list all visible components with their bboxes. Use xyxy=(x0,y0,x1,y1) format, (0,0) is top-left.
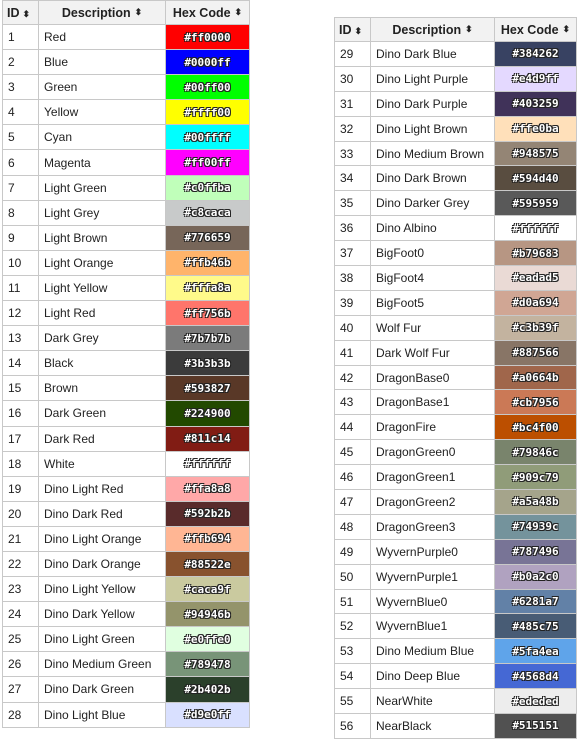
row-id: 36 xyxy=(335,216,371,241)
row-description: DragonFire xyxy=(371,415,495,440)
row-description: Dino Albino xyxy=(371,216,495,241)
row-description: Blue xyxy=(39,50,166,75)
table-row xyxy=(335,639,577,664)
row-description: Light Brown xyxy=(39,225,166,250)
row-description: WyvernBlue0 xyxy=(371,589,495,614)
table-row xyxy=(3,376,250,401)
row-description: Dino Dark Yellow xyxy=(39,602,166,627)
row-id: 16 xyxy=(3,401,39,426)
row-description: Light Red xyxy=(39,301,166,326)
row-id: 42 xyxy=(335,365,371,390)
row-id: 46 xyxy=(335,465,371,490)
row-description: WyvernBlue1 xyxy=(371,614,495,639)
row-hex-code: #948575 xyxy=(495,141,577,166)
row-hex-code: #595959 xyxy=(495,191,577,216)
row-id: 14 xyxy=(3,351,39,376)
row-hex-code: #787496 xyxy=(495,539,577,564)
row-hex-code: #cb7956 xyxy=(495,390,577,415)
row-id: 9 xyxy=(3,225,39,250)
table-row xyxy=(3,326,250,351)
row-id: 26 xyxy=(3,652,39,677)
row-hex-code: #887566 xyxy=(495,340,577,365)
row-id: 44 xyxy=(335,415,371,440)
table-row xyxy=(335,390,577,415)
table-row xyxy=(335,465,577,490)
table-row xyxy=(3,577,250,602)
row-description: Dark Grey xyxy=(39,326,166,351)
row-id: 24 xyxy=(3,602,39,627)
row-hex-code: #ffb694 xyxy=(166,526,250,551)
table-row xyxy=(3,551,250,576)
row-hex-code: #c3b39f xyxy=(495,315,577,340)
row-hex-code: #a0664b xyxy=(495,365,577,390)
table-row xyxy=(3,75,250,100)
row-description: Dino Deep Blue xyxy=(371,664,495,689)
table-row xyxy=(3,652,250,677)
table-header-row xyxy=(335,18,577,42)
row-hex-code: #00ff00 xyxy=(166,75,250,100)
table-row xyxy=(335,490,577,515)
table-row xyxy=(335,166,577,191)
row-hex-code: #593827 xyxy=(166,376,250,401)
table-row xyxy=(3,100,250,125)
row-description: Dino Dark Red xyxy=(39,501,166,526)
table-row xyxy=(3,526,250,551)
row-description: Black xyxy=(39,351,166,376)
row-id: 40 xyxy=(335,315,371,340)
row-id: 19 xyxy=(3,476,39,501)
table-row xyxy=(335,415,577,440)
row-description: DragonBase0 xyxy=(371,365,495,390)
id-header-label: ID xyxy=(339,22,352,37)
table-row xyxy=(3,351,250,376)
row-id: 56 xyxy=(335,714,371,739)
row-hex-code: #bc4f00 xyxy=(495,415,577,440)
row-id: 55 xyxy=(335,689,371,714)
row-id: 18 xyxy=(3,451,39,476)
sort-icon: ⬍ xyxy=(234,7,243,17)
row-id: 20 xyxy=(3,501,39,526)
row-id: 15 xyxy=(3,376,39,401)
row-hex-code: #384262 xyxy=(495,42,577,67)
table-row xyxy=(335,266,577,291)
row-description: Dino Light Orange xyxy=(39,526,166,551)
row-description: BigFoot0 xyxy=(371,241,495,266)
row-hex-code: #ffffff xyxy=(166,451,250,476)
row-hex-code: #5fa4ea xyxy=(495,639,577,664)
row-id: 37 xyxy=(335,241,371,266)
row-description: Light Grey xyxy=(39,200,166,225)
row-hex-code: #811c14 xyxy=(166,426,250,451)
table-row xyxy=(335,141,577,166)
row-hex-code: #ffe0ba xyxy=(495,116,577,141)
row-hex-code: #7b7b7b xyxy=(166,326,250,351)
table-row xyxy=(335,440,577,465)
row-id: 52 xyxy=(335,614,371,639)
row-hex-code: #ffb46b xyxy=(166,250,250,275)
row-description: Light Green xyxy=(39,175,166,200)
row-hex-code: #ffa8a8 xyxy=(166,476,250,501)
id-header-label: ID xyxy=(7,5,20,20)
row-id: 32 xyxy=(335,116,371,141)
table-row xyxy=(335,514,577,539)
row-description: DragonGreen1 xyxy=(371,465,495,490)
table-row xyxy=(3,401,250,426)
row-hex-code: #909c79 xyxy=(495,465,577,490)
row-id: 54 xyxy=(335,664,371,689)
row-description: Dino Dark Green xyxy=(39,677,166,702)
id-column-header[interactable] xyxy=(3,1,39,25)
row-id: 7 xyxy=(3,175,39,200)
row-id: 41 xyxy=(335,340,371,365)
row-id: 2 xyxy=(3,50,39,75)
table-row xyxy=(335,589,577,614)
row-hex-code: #515151 xyxy=(495,714,577,739)
row-id: 1 xyxy=(3,25,39,50)
row-hex-code: #ff00ff xyxy=(166,150,250,175)
row-id: 29 xyxy=(335,42,371,67)
row-hex-code: #594d40 xyxy=(495,166,577,191)
table-row xyxy=(335,664,577,689)
row-hex-code: #ffff00 xyxy=(166,100,250,125)
row-id: 48 xyxy=(335,514,371,539)
row-description: NearWhite xyxy=(371,689,495,714)
row-id: 30 xyxy=(335,66,371,91)
row-description: NearBlack xyxy=(371,714,495,739)
row-hex-code: #b79683 xyxy=(495,241,577,266)
description-column-header[interactable] xyxy=(39,1,166,25)
table-row xyxy=(335,564,577,589)
table-row xyxy=(3,150,250,175)
row-id: 5 xyxy=(3,125,39,150)
row-hex-code: #ffffff xyxy=(495,216,577,241)
sort-icon: ⬍ xyxy=(562,24,571,34)
row-id: 23 xyxy=(3,577,39,602)
description-header-label: Description xyxy=(61,5,131,20)
row-hex-code: #ff0000 xyxy=(166,25,250,50)
row-hex-code: #c8caca xyxy=(166,200,250,225)
row-id: 49 xyxy=(335,539,371,564)
id-column-header[interactable] xyxy=(335,18,371,42)
row-id: 28 xyxy=(3,702,39,727)
row-hex-code: #fffa8a xyxy=(166,275,250,300)
row-id: 43 xyxy=(335,390,371,415)
table-row xyxy=(335,315,577,340)
table-row xyxy=(3,702,250,727)
row-hex-code: #592b2b xyxy=(166,501,250,526)
table-row xyxy=(335,216,577,241)
table-row xyxy=(3,301,250,326)
table-row xyxy=(3,476,250,501)
table-row xyxy=(3,225,250,250)
row-id: 51 xyxy=(335,589,371,614)
table-row xyxy=(3,501,250,526)
hex-header-label: Hex Code xyxy=(172,5,231,20)
row-id: 25 xyxy=(3,627,39,652)
row-description: Dark Green xyxy=(39,401,166,426)
row-hex-code: #e0ffe0 xyxy=(166,627,250,652)
table-row xyxy=(3,602,250,627)
table-row xyxy=(335,290,577,315)
description-header-label: Description xyxy=(392,22,462,37)
row-id: 8 xyxy=(3,200,39,225)
row-description: Dino Light Green xyxy=(39,627,166,652)
row-description: Dino Medium Green xyxy=(39,652,166,677)
row-hex-code: #789478 xyxy=(166,652,250,677)
row-id: 27 xyxy=(3,677,39,702)
table-row xyxy=(335,116,577,141)
row-description: DragonGreen2 xyxy=(371,490,495,515)
row-description: Dino Light Purple xyxy=(371,66,495,91)
row-description: Light Orange xyxy=(39,250,166,275)
row-id: 21 xyxy=(3,526,39,551)
row-hex-code: #88522e xyxy=(166,551,250,576)
row-hex-code: #eadad5 xyxy=(495,266,577,291)
row-hex-code: #403259 xyxy=(495,91,577,116)
table-row xyxy=(335,241,577,266)
table-row xyxy=(3,175,250,200)
row-hex-code: #0000ff xyxy=(166,50,250,75)
row-description: Dino Dark Blue xyxy=(371,42,495,67)
table-row xyxy=(335,714,577,739)
table-row xyxy=(3,25,250,50)
row-hex-code: #3b3b3b xyxy=(166,351,250,376)
table-row xyxy=(335,42,577,67)
row-description: Wolf Fur xyxy=(371,315,495,340)
row-id: 13 xyxy=(3,326,39,351)
table-row xyxy=(335,340,577,365)
row-hex-code: #2b402b xyxy=(166,677,250,702)
row-id: 47 xyxy=(335,490,371,515)
row-hex-code: #caca9f xyxy=(166,577,250,602)
sort-icon: ⬍ xyxy=(22,8,31,19)
row-hex-code: #e4d9ff xyxy=(495,66,577,91)
table-row xyxy=(3,451,250,476)
table-row xyxy=(3,627,250,652)
table-header-row xyxy=(3,1,250,25)
row-hex-code: #ff756b xyxy=(166,301,250,326)
row-description: Dino Medium Blue xyxy=(371,639,495,664)
hex-column-header[interactable] xyxy=(495,18,577,42)
row-id: 33 xyxy=(335,141,371,166)
row-description: Dino Dark Purple xyxy=(371,91,495,116)
table-row xyxy=(335,614,577,639)
table-row xyxy=(3,250,250,275)
row-description: Red xyxy=(39,25,166,50)
row-hex-code: #79846c xyxy=(495,440,577,465)
row-description: BigFoot5 xyxy=(371,290,495,315)
row-description: DragonGreen3 xyxy=(371,514,495,539)
table-row xyxy=(3,275,250,300)
row-hex-code: #776659 xyxy=(166,225,250,250)
row-id: 31 xyxy=(335,91,371,116)
row-description: Dino Light Brown xyxy=(371,116,495,141)
row-id: 34 xyxy=(335,166,371,191)
row-hex-code: #c0ffba xyxy=(166,175,250,200)
table-row xyxy=(3,50,250,75)
table-row xyxy=(335,689,577,714)
row-id: 22 xyxy=(3,551,39,576)
row-hex-code: #d9e0ff xyxy=(166,702,250,727)
row-id: 12 xyxy=(3,301,39,326)
row-id: 53 xyxy=(335,639,371,664)
row-hex-code: #a5a48b xyxy=(495,490,577,515)
row-description: Brown xyxy=(39,376,166,401)
row-description: WyvernPurple1 xyxy=(371,564,495,589)
row-hex-code: #485c75 xyxy=(495,614,577,639)
row-description: DragonBase1 xyxy=(371,390,495,415)
row-description: WyvernPurple0 xyxy=(371,539,495,564)
hex-column-header[interactable] xyxy=(166,1,250,25)
color-table-left xyxy=(2,0,250,728)
row-description: BigFoot4 xyxy=(371,266,495,291)
row-id: 17 xyxy=(3,426,39,451)
row-hex-code: #224900 xyxy=(166,401,250,426)
row-description: Dark Red xyxy=(39,426,166,451)
row-description: Dino Darker Grey xyxy=(371,191,495,216)
row-description: Dino Light Red xyxy=(39,476,166,501)
row-description: Light Yellow xyxy=(39,275,166,300)
hex-header-label: Hex Code xyxy=(500,22,559,37)
row-description: Yellow xyxy=(39,100,166,125)
table-row xyxy=(335,365,577,390)
row-hex-code: #ededed xyxy=(495,689,577,714)
row-description: Cyan xyxy=(39,125,166,150)
table-row xyxy=(335,66,577,91)
row-id: 39 xyxy=(335,290,371,315)
row-description: Dino Light Yellow xyxy=(39,577,166,602)
table-row xyxy=(3,200,250,225)
color-table-right xyxy=(334,17,577,739)
row-description: Dino Dark Brown xyxy=(371,166,495,191)
row-hex-code: #d0a694 xyxy=(495,290,577,315)
row-description: Dino Light Blue xyxy=(39,702,166,727)
row-hex-code: #6281a7 xyxy=(495,589,577,614)
row-description: Dino Dark Orange xyxy=(39,551,166,576)
table-row xyxy=(3,677,250,702)
row-id: 35 xyxy=(335,191,371,216)
row-description: DragonGreen0 xyxy=(371,440,495,465)
table-row xyxy=(335,191,577,216)
row-id: 10 xyxy=(3,250,39,275)
row-hex-code: #94946b xyxy=(166,602,250,627)
row-id: 38 xyxy=(335,266,371,291)
table-row xyxy=(3,426,250,451)
row-id: 11 xyxy=(3,275,39,300)
table-row xyxy=(335,91,577,116)
row-description: Magenta xyxy=(39,150,166,175)
table-row xyxy=(3,125,250,150)
row-description: White xyxy=(39,451,166,476)
row-description: Green xyxy=(39,75,166,100)
sort-icon: ⬍ xyxy=(465,24,473,34)
row-description: Dino Medium Brown xyxy=(371,141,495,166)
table-row xyxy=(335,539,577,564)
row-hex-code: #74939c xyxy=(495,514,577,539)
row-id: 50 xyxy=(335,564,371,589)
description-column-header[interactable] xyxy=(371,18,495,42)
row-description: Dark Wolf Fur xyxy=(371,340,495,365)
row-id: 45 xyxy=(335,440,371,465)
row-id: 3 xyxy=(3,75,39,100)
row-id: 4 xyxy=(3,100,39,125)
sort-icon: ⬍ xyxy=(354,25,363,36)
sort-icon: ⬍ xyxy=(134,7,143,17)
row-hex-code: #00ffff xyxy=(166,125,250,150)
row-hex-code: #b0a2c0 xyxy=(495,564,577,589)
row-id: 6 xyxy=(3,150,39,175)
row-hex-code: #4568d4 xyxy=(495,664,577,689)
